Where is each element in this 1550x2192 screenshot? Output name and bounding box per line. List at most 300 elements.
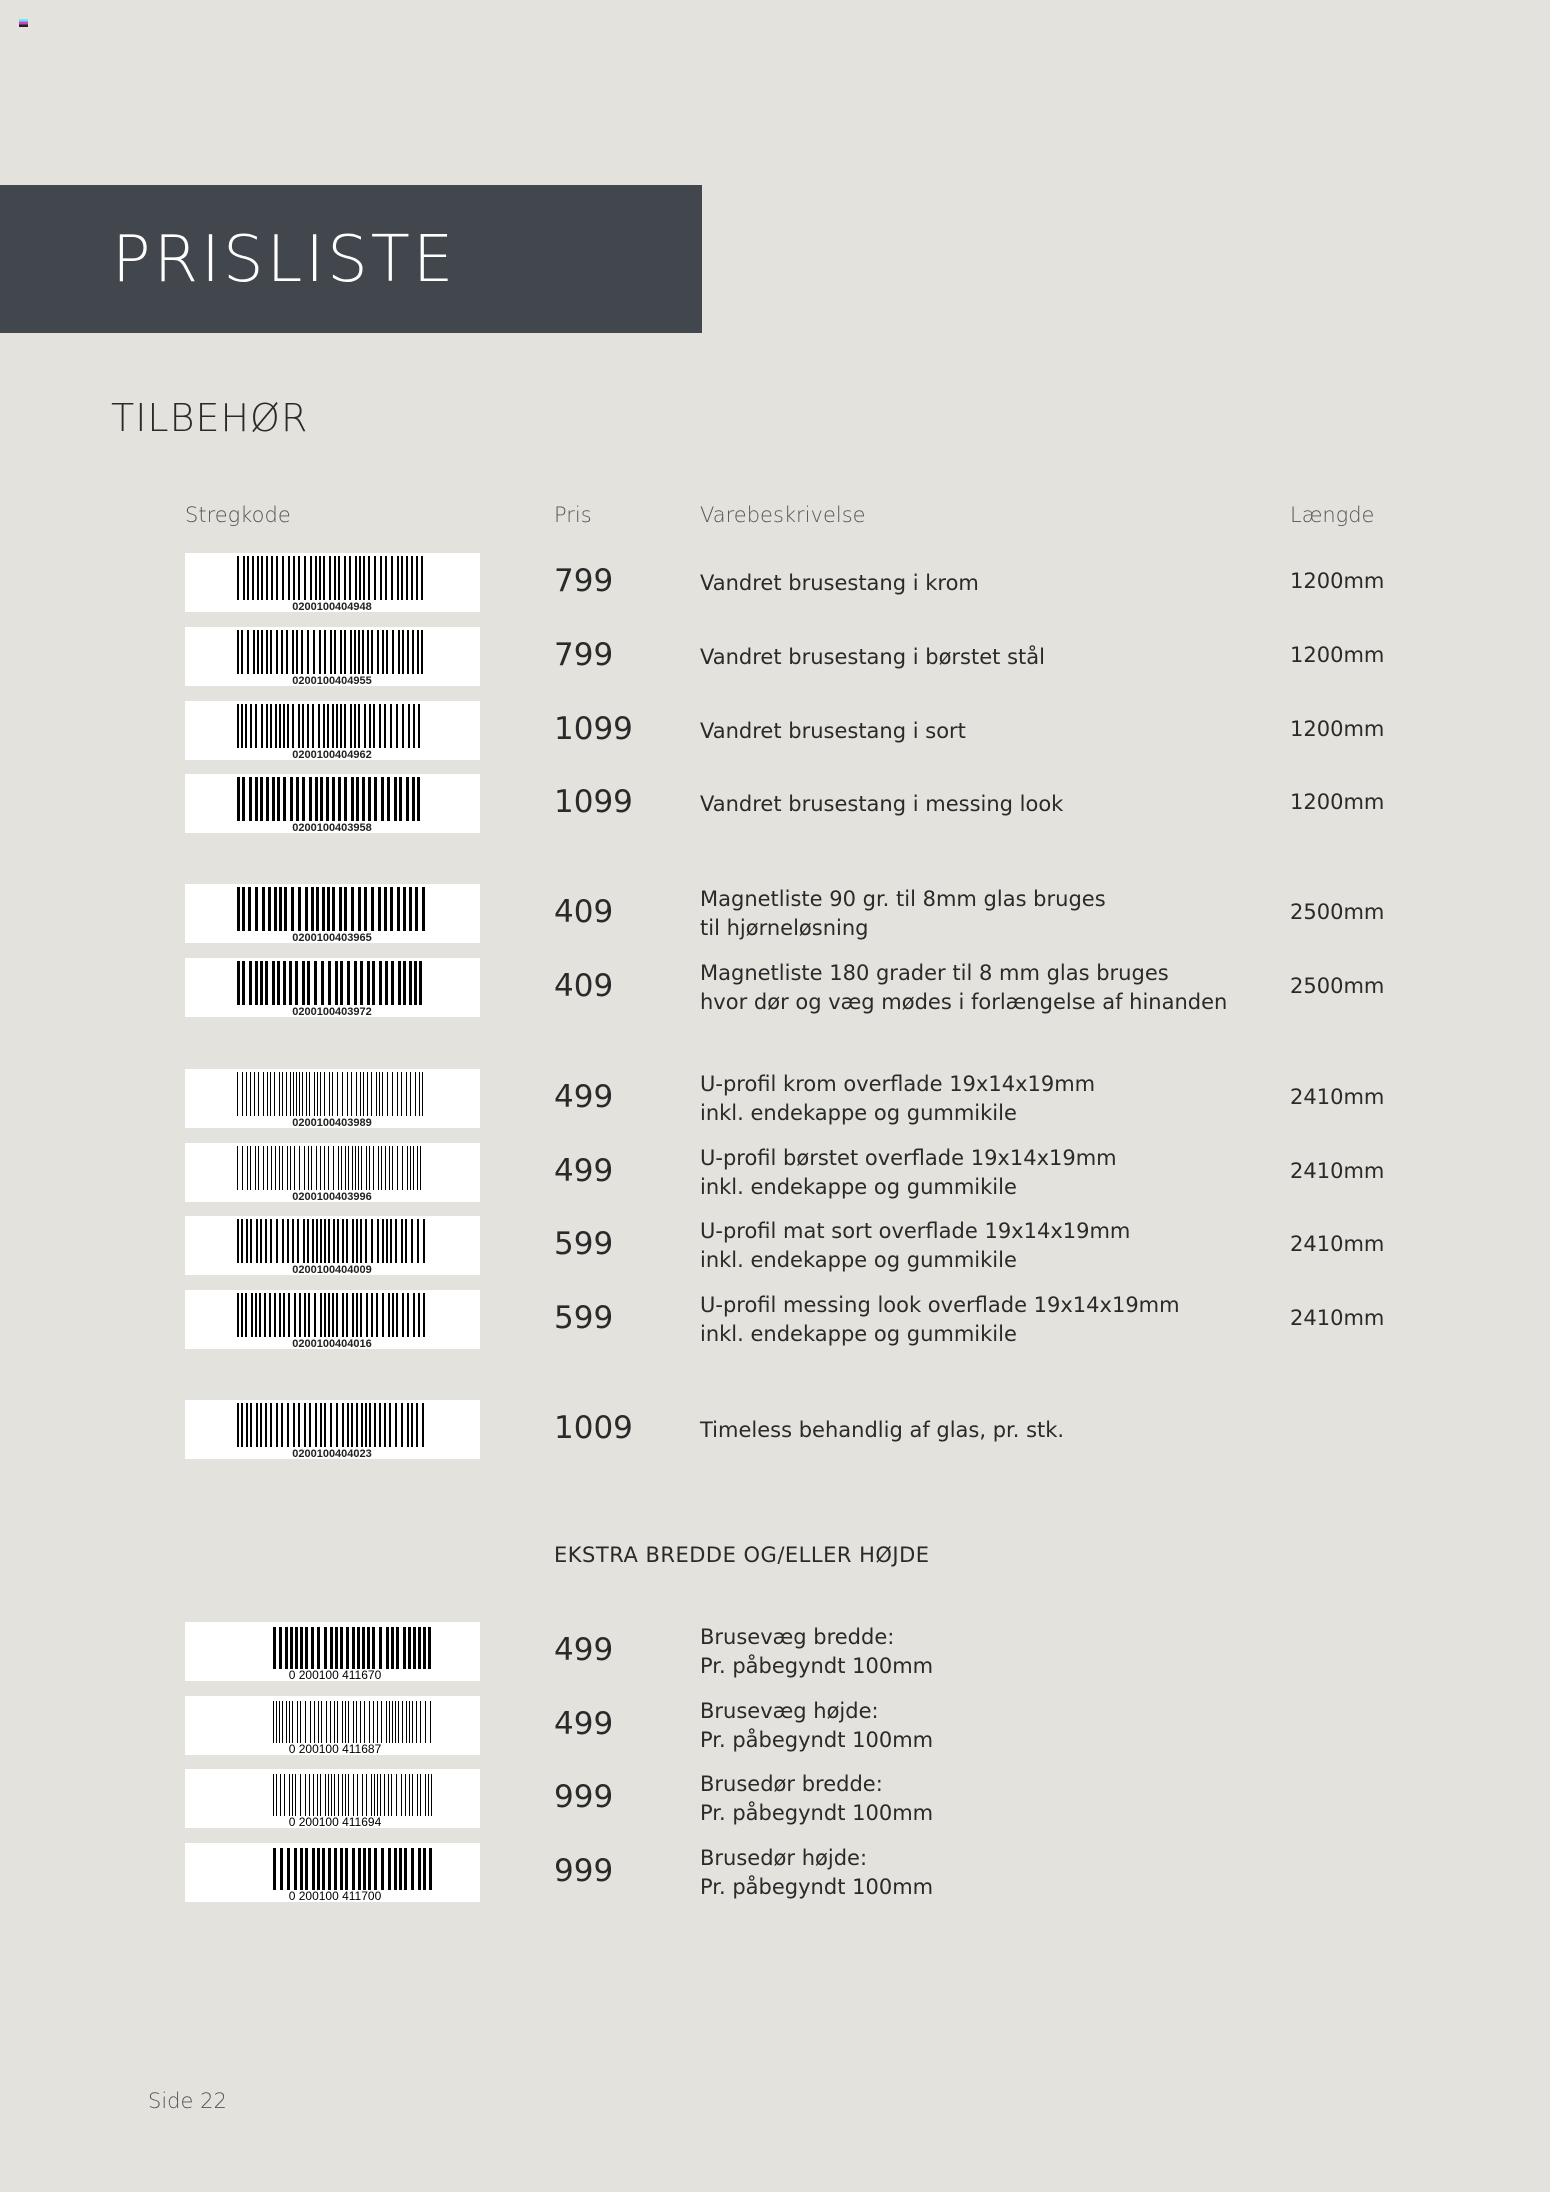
barcode-bar [428, 1774, 429, 1816]
barcode-bar [415, 887, 418, 931]
description-line: Vandret brusestang i sort [700, 718, 966, 743]
barcode-bar [371, 1293, 373, 1337]
description-line: inkl. endekappe og gummikile [700, 1101, 1017, 1125]
barcode-bar [275, 1146, 276, 1190]
color-marker-icon [19, 19, 28, 27]
barcode-bar [402, 1701, 403, 1743]
barcode-bar [308, 1293, 310, 1337]
table-row [0, 1143, 1550, 1203]
barcode-bar [410, 1146, 411, 1190]
barcode-bar [265, 961, 268, 1005]
barcode-bar [386, 630, 388, 674]
barcode-bar [302, 777, 305, 821]
barcode-bar [342, 1072, 343, 1116]
barcode-bar [313, 1774, 314, 1816]
barcode-number: 0200100404955 [292, 675, 372, 686]
barcode-bar [373, 1146, 374, 1190]
barcode-bar [377, 1219, 379, 1263]
barcode-bar [354, 704, 356, 748]
barcode-bar [397, 556, 399, 600]
barcode [185, 1622, 480, 1681]
barcode-bar [287, 1219, 289, 1263]
barcode-bar [320, 1293, 322, 1337]
barcode-bar [322, 1848, 325, 1890]
barcode-bar [302, 704, 304, 748]
barcode-bar [290, 777, 293, 821]
barcode-bar [423, 1848, 426, 1890]
barcode-bar [270, 630, 272, 674]
barcode-bar [241, 704, 243, 748]
barcode-bar [362, 777, 365, 821]
barcode-bar [253, 630, 255, 674]
description [700, 1290, 1180, 1350]
barcode-bar [411, 1219, 413, 1263]
barcode-bar [330, 1701, 331, 1743]
barcode-bar [298, 1403, 300, 1447]
barcode-bar [250, 1146, 251, 1190]
barcode-bar [408, 704, 410, 748]
barcode-bar [389, 1701, 390, 1743]
barcode-bar [352, 1293, 354, 1337]
barcode-bar [302, 961, 305, 1005]
barcode-bar [241, 1293, 243, 1337]
barcode-bar [289, 961, 292, 1005]
barcode [185, 1143, 480, 1202]
barcode-bar [272, 777, 275, 821]
barcode-bar [303, 1219, 305, 1263]
barcode-bar [352, 1146, 353, 1190]
barcode-bar [302, 1072, 303, 1116]
barcode-bar [352, 1219, 354, 1263]
barcode-bar [397, 887, 400, 931]
barcode-bar [382, 630, 384, 674]
barcode [185, 958, 480, 1017]
barcode-bar [407, 1146, 408, 1190]
barcode-bar [379, 704, 381, 748]
barcode-bar [414, 961, 417, 1005]
table-row [0, 1622, 1550, 1682]
barcode-bar [377, 1774, 378, 1816]
barcode-bar [304, 1293, 306, 1337]
barcode-bar [246, 1219, 248, 1263]
barcode-bar [418, 1293, 420, 1337]
barcode-bar [398, 961, 401, 1005]
barcode-bar [391, 556, 393, 600]
barcode-bar [324, 1627, 327, 1669]
barcode-bar [345, 1774, 346, 1816]
price: 1099 [554, 711, 633, 747]
barcode-bar [362, 1774, 363, 1816]
barcode-bar [391, 1627, 394, 1669]
barcode-bar [360, 1701, 361, 1743]
barcode-bar [295, 961, 298, 1005]
barcode-bar [250, 1072, 251, 1116]
barcode-bar [279, 887, 282, 931]
barcode-bar [356, 1701, 357, 1743]
barcode-bar [300, 1701, 301, 1743]
price: 409 [554, 968, 614, 1004]
description-line: Pr. påbegyndt 100mm [700, 1801, 934, 1825]
barcode-bar [384, 1403, 386, 1447]
barcode-bar [332, 704, 334, 748]
barcode-bar [420, 1701, 421, 1743]
barcode-bar [283, 777, 286, 821]
barcode-bar [338, 556, 340, 600]
barcode-bar [348, 1774, 349, 1816]
barcode-bar [428, 1627, 431, 1669]
barcode-bar [237, 961, 240, 1005]
barcode-bar [340, 961, 343, 1005]
barcode-bar [296, 1072, 297, 1116]
barcode-bar [292, 704, 294, 748]
barcode-bar [342, 1293, 344, 1337]
barcode-bar [385, 556, 387, 600]
barcode [185, 1400, 480, 1459]
barcode-bar [405, 1774, 406, 1816]
barcode-bar [374, 777, 377, 821]
barcode-bar [254, 1072, 255, 1116]
barcode-bar [390, 887, 393, 931]
barcode-bar [248, 887, 251, 931]
barcode-bar [371, 887, 374, 931]
barcode [185, 884, 480, 943]
barcode-bar [406, 556, 408, 600]
barcode-bar [282, 1072, 283, 1116]
description-line: Vandret brusestang i børstet stål [700, 644, 1045, 669]
barcode-bar [335, 961, 338, 1005]
barcode-bar [324, 1403, 326, 1447]
barcode-bar [369, 1146, 370, 1190]
barcode-bar [307, 704, 309, 748]
barcode-bar [398, 630, 400, 674]
barcode-bar [413, 704, 415, 748]
barcode-bar [324, 1293, 326, 1337]
barcode-bar [367, 1072, 368, 1116]
barcode-bar [282, 1219, 284, 1263]
barcode-bar [268, 887, 271, 931]
barcode-bar [420, 1774, 421, 1816]
barcode-bar [367, 630, 369, 674]
barcode-bar [360, 1293, 362, 1337]
barcode [185, 1843, 480, 1902]
barcode-bar [246, 1403, 248, 1447]
barcode-bar [418, 1627, 421, 1669]
barcode-bar [340, 630, 342, 674]
barcode-bar [374, 556, 376, 600]
barcode-bar [396, 1774, 397, 1816]
barcode-bar [298, 556, 300, 600]
barcode-bar [342, 1701, 343, 1743]
barcode-bar [305, 1848, 308, 1890]
barcode-bar [391, 961, 394, 1005]
barcode-bar [340, 704, 342, 748]
barcode-bar [342, 1219, 344, 1263]
barcode-bar [301, 630, 303, 674]
barcode-bar [311, 887, 314, 931]
barcode-bar [287, 704, 289, 748]
barcode-bar [334, 630, 336, 674]
barcode-bar [367, 1627, 370, 1669]
barcode-bar [271, 1146, 272, 1190]
barcode-bar [368, 556, 370, 600]
price: 799 [554, 563, 614, 599]
barcode-number: 0200100404948 [292, 601, 372, 612]
barcode-bar [309, 1072, 310, 1116]
barcode-bar [356, 1403, 358, 1447]
barcode-bar [423, 1219, 425, 1263]
price: 499 [554, 1153, 614, 1189]
barcode-bar [242, 1072, 243, 1116]
barcode-bar [395, 1219, 397, 1263]
barcode-bar [418, 704, 420, 748]
barcode-bar [368, 777, 371, 821]
barcode-bar [280, 1848, 283, 1890]
barcode-bar [407, 1293, 409, 1337]
barcode-bar [279, 1293, 281, 1337]
barcode-bar [326, 1701, 327, 1743]
barcode-bar [309, 1774, 310, 1816]
length: 2410mm [1290, 1159, 1385, 1183]
barcode-bar [280, 1774, 281, 1816]
barcode-bar [388, 1774, 389, 1816]
barcode-bar [307, 1219, 309, 1263]
barcode-bar [282, 556, 284, 600]
barcode-bar [334, 1774, 335, 1816]
barcode-number: 0200100404962 [292, 749, 372, 760]
barcode-bar [365, 1403, 367, 1447]
barcode-bar [251, 1293, 253, 1337]
barcode-bar [394, 777, 397, 821]
barcode-bar [344, 630, 346, 674]
barcode-bar [352, 1627, 355, 1669]
barcode-bar [367, 961, 370, 1005]
barcode-bar [315, 1403, 317, 1447]
barcode-bar [363, 1072, 364, 1116]
barcode-bar [381, 1146, 382, 1190]
table-row [0, 1769, 1550, 1829]
barcode-bar [287, 1848, 290, 1890]
barcode-bar [314, 961, 317, 1005]
barcode-bar [311, 1146, 312, 1190]
description-line: Timeless behandlig af glas, pr. stk. [700, 1417, 1065, 1442]
barcode-bar [320, 1146, 321, 1190]
barcode-bar [412, 1701, 413, 1743]
barcode-bar [282, 1146, 283, 1190]
barcode-number: 0200100403958 [292, 822, 372, 833]
barcode-bar [298, 887, 301, 931]
barcode-bar [341, 1146, 342, 1190]
barcode-bar [328, 1774, 329, 1816]
barcode-bar [276, 1701, 277, 1743]
barcode-bar [401, 1403, 403, 1447]
barcode-bar [274, 1293, 276, 1337]
barcode-bar [413, 1146, 414, 1190]
barcode-number: 0 200100 411694 [288, 1815, 382, 1828]
barcode-bar [314, 1072, 315, 1116]
column-header-description: Varebeskrivelse [700, 503, 866, 527]
barcode-number: 0 200100 411687 [288, 1742, 382, 1755]
barcode-bar [401, 556, 403, 600]
description [700, 1069, 1095, 1129]
barcode-bar [318, 704, 320, 748]
column-header-length: Længde [1290, 503, 1375, 527]
barcode-bar [356, 1293, 358, 1337]
barcode-bar [314, 1293, 316, 1337]
barcode-bar [259, 1293, 261, 1337]
barcode-bar [392, 1701, 393, 1743]
barcode-bar [354, 630, 356, 674]
barcode-bar [276, 556, 278, 600]
barcode-bar [256, 1219, 258, 1263]
barcode-bar [409, 1701, 410, 1743]
barcode-bar [415, 1072, 416, 1116]
barcode-bar [324, 1146, 325, 1190]
barcode [185, 1769, 480, 1828]
barcode-bar [315, 777, 318, 821]
barcode-bar [406, 1701, 407, 1743]
table-row [0, 1290, 1550, 1350]
barcode-bar [396, 1293, 398, 1337]
barcode-bar [289, 1774, 290, 1816]
barcode-bar [423, 1293, 425, 1337]
barcode-bar [266, 777, 269, 821]
barcode-bar [344, 556, 346, 600]
barcode-bar [337, 1701, 338, 1743]
barcode-bar [351, 1072, 352, 1116]
barcode-bar [392, 1072, 393, 1116]
barcode-bar [324, 1072, 325, 1116]
barcode [185, 553, 480, 612]
page-number: Side 22 [148, 2089, 227, 2113]
barcode-bar [334, 1848, 337, 1890]
barcode-bar [412, 630, 414, 674]
barcode-bar [266, 704, 268, 748]
barcode-bar [247, 630, 249, 674]
table-row [0, 774, 1550, 834]
table-row [0, 1843, 1550, 1903]
extra-section-heading: EKSTRA BREDDE OG/ELLER HØJDE [554, 1543, 930, 1567]
barcode-bar [297, 1701, 298, 1743]
description-line: Brusevæg bredde: [700, 1625, 895, 1649]
price: 999 [554, 1853, 614, 1889]
barcode-bar [281, 630, 283, 674]
barcode-bar [312, 1848, 315, 1890]
barcode-bar [300, 1848, 303, 1890]
barcode-bar [321, 961, 324, 1005]
barcode-bar [294, 1848, 297, 1890]
description-line: til hjørneløsning [700, 916, 869, 940]
barcode-bar [422, 887, 425, 931]
description-line: Brusedør højde: [700, 1846, 868, 1870]
barcode-bar [276, 1774, 277, 1816]
barcode-bar [336, 1403, 338, 1447]
description-line: Brusedør bredde: [700, 1772, 883, 1796]
barcode-bar [421, 556, 423, 600]
barcode-bar [382, 1072, 383, 1116]
barcode-bar [286, 1072, 287, 1116]
description [700, 701, 966, 761]
barcode-bar [328, 961, 331, 1005]
barcode-bar [290, 1627, 293, 1669]
barcode-bar [328, 1146, 329, 1190]
barcode-bar [292, 1701, 293, 1743]
table-row [0, 958, 1550, 1018]
barcode-bar [284, 887, 287, 931]
description-line: inkl. endekappe og gummikile [700, 1175, 1017, 1199]
table-row [0, 884, 1550, 944]
barcode-bar [242, 777, 245, 821]
barcode-bar [380, 556, 382, 600]
barcode-bar [387, 1072, 388, 1116]
barcode-bar [389, 1403, 391, 1447]
barcode-bar [396, 704, 398, 748]
barcode-bar [401, 1219, 403, 1263]
barcode-bar [381, 1701, 382, 1743]
barcode-bar [260, 777, 263, 821]
description-line: Pr. påbegyndt 100mm [700, 1654, 934, 1678]
description [700, 1400, 1064, 1460]
barcode-bar [348, 1146, 349, 1190]
barcode-bar [368, 1848, 371, 1890]
barcode-bar [366, 1146, 367, 1190]
barcode-bar [386, 1627, 389, 1669]
barcode-bar [374, 1848, 377, 1890]
barcode-bar [423, 1627, 426, 1669]
barcode-bar [279, 1146, 280, 1190]
price: 599 [554, 1300, 614, 1336]
barcode-bar [344, 887, 347, 931]
barcode-bar [273, 1774, 274, 1816]
barcode-bar [346, 1293, 348, 1337]
barcode-bar [249, 961, 252, 1005]
barcode-bar [395, 1701, 396, 1743]
barcode-bar [307, 630, 309, 674]
barcode-bar [299, 1293, 301, 1337]
barcode-number: 0200100403972 [292, 1006, 372, 1017]
barcode-bar [351, 777, 354, 821]
barcode-bar [401, 1774, 402, 1816]
barcode-bar [388, 1848, 391, 1890]
barcode-bar [351, 887, 354, 931]
barcode-bar [329, 556, 331, 600]
barcode-bar [326, 777, 329, 821]
barcode-bar [379, 1627, 382, 1669]
barcode-bar [293, 1403, 295, 1447]
barcode-bar [247, 556, 249, 600]
barcode-bar [263, 1072, 264, 1116]
barcode-bar [358, 1848, 361, 1890]
barcode-bar [413, 1293, 415, 1337]
barcode-bar [401, 1072, 402, 1116]
barcode-bar [377, 630, 379, 674]
barcode-bar [270, 1403, 272, 1447]
barcode-bar [416, 556, 418, 600]
barcode-bar [425, 1701, 426, 1743]
barcode-bar [265, 1219, 267, 1263]
barcode-bar [320, 1774, 321, 1816]
description-line: inkl. endekappe og gummikile [700, 1322, 1017, 1346]
barcode-bar [346, 1627, 349, 1669]
barcode-bar [261, 556, 263, 600]
barcode-bar [237, 887, 240, 931]
barcode-bar [407, 1403, 409, 1447]
barcode-bar [292, 630, 294, 674]
barcode-bar [327, 704, 329, 748]
barcode-bar [296, 777, 299, 821]
barcode-bar [320, 1072, 321, 1116]
barcode-bar [323, 704, 325, 748]
barcode-bar [356, 777, 359, 821]
